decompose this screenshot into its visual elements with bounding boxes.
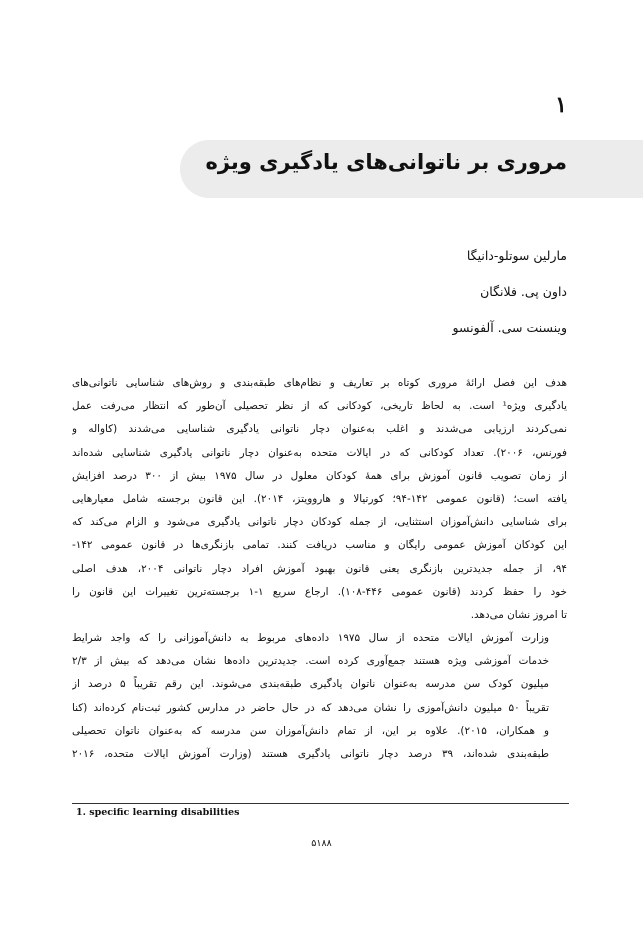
author-name: وینسنت سی. آلفونسو — [452, 320, 567, 335]
text-line: نمی‌کردند ارزیابی می‌شدند و اغلب به‌عنوان دچار ناتوانی یادگیری شناسایی می‌شدند (کاواله و — [72, 423, 567, 436]
text-line: خدمات آموزشی ویژه هستند جمع‌آوری کرده است. جدیدترین داده‌ها نشان می‌دهد که بیش از ۲/۳ — [72, 655, 549, 668]
footnote-divider — [72, 803, 569, 804]
body-text — [72, 372, 567, 766]
text-line: از زمان تصویب قانون آموزش برای همهٔ کودکان معلول در سال ۱۹۷۵ بیش از ۳۰۰ درصد افزایش — [72, 469, 567, 482]
page-number: ۵۱۸۸ — [311, 838, 332, 849]
chapter-title: مروری بر ناتوانی‌های یادگیری ویژه — [205, 150, 567, 174]
author-list — [267, 238, 567, 346]
text-line: تقریباً ۵۰ میلیون دانش‌آموزی را نشان می‌دهد که در حال حاضر در مدارس کشور ثبت‌نام کرده‌اند (کنا — [72, 701, 549, 714]
text-line: برای شناسایی دانش‌آموزان استثنایی، از جمله کودکان دچار ناتوانی یادگیری می‌شود و الزام می‌کند که — [72, 516, 567, 529]
author-name: مارلین سوتلو-دانیگا — [466, 248, 567, 263]
text-line: خود را حفظ کردند (قانون عمومی ۴۴۶-۱۰۸). ارجاع سریع ۱-۱ برجسته‌ترین تغییرات این قانون را — [72, 585, 567, 598]
text-line: وزارت آموزش ایالات متحده از سال ۱۹۷۵ داده‌های مربوط به دانش‌آموزانی را که واجد شرایط — [72, 632, 549, 645]
text-line: یافته است؛ (قانون عمومی ۱۴۲-۹۴؛ کورتیالا و هاروویتز، ۲۰۱۴). این قانون برجسته شامل معیارهایی — [72, 492, 567, 505]
text-line: یادگیری ویژه¹ است. به لحاظ تاریخی، کودکانی که از نظر تحصیلی آن‌طور که انتظار می‌رفت عمل — [72, 400, 567, 413]
paragraph — [72, 372, 567, 627]
text-line: تا امروز نشان می‌دهد. — [470, 608, 567, 621]
chapter-number: ۱ — [555, 92, 567, 118]
paragraph — [72, 627, 567, 766]
text-line: هدف این فصل ارائهٔ مروری کوتاه بر تعاریف و نظام‌های طبقه‌بندی و روش‌های شناسایی ناتوانی‌های — [72, 377, 567, 389]
text-line: این کودکان آموزش عمومی رایگان و مناسب دریافت کنند. تمامی بازنگری‌ها در قانون عمومی ۱۴۲- — [72, 539, 567, 552]
author-name: داون پی. فلانگان — [480, 284, 567, 299]
footnote: 1. specific learning disabilities — [76, 807, 240, 818]
text-line: میلیون کودک سن مدرسه به‌عنوان ناتوان یادگیری طبقه‌بندی می‌شوند. این رقم تقریباً ۵ درصد از — [72, 678, 549, 691]
text-line: و همکاران، ۲۰۱۵). علاوه بر این، از تمام دانش‌آموزان سن مدرسه که به‌عنوان ناتوان تحصیلی — [72, 724, 550, 737]
text-line: فورنس، ۲۰۰۶). تعداد کودکانی که در ایالات متحده به‌عنوان دچار ناتوانی یادگیری شناسایی شده‌اند — [72, 446, 567, 459]
text-line: طبقه‌بندی شده‌اند، ۳۹ درصد دچار ناتوانی یادگیری هستند (وزارت آموزش ایالات متحده، ۲۰۱۶ — [72, 748, 549, 760]
text-line: ۹۴، از جمله جدیدترین بازنگری یعنی قانون بهبود آموزش افراد دچار ناتوانی ۲۰۰۴، هدف اصلی — [72, 562, 567, 575]
